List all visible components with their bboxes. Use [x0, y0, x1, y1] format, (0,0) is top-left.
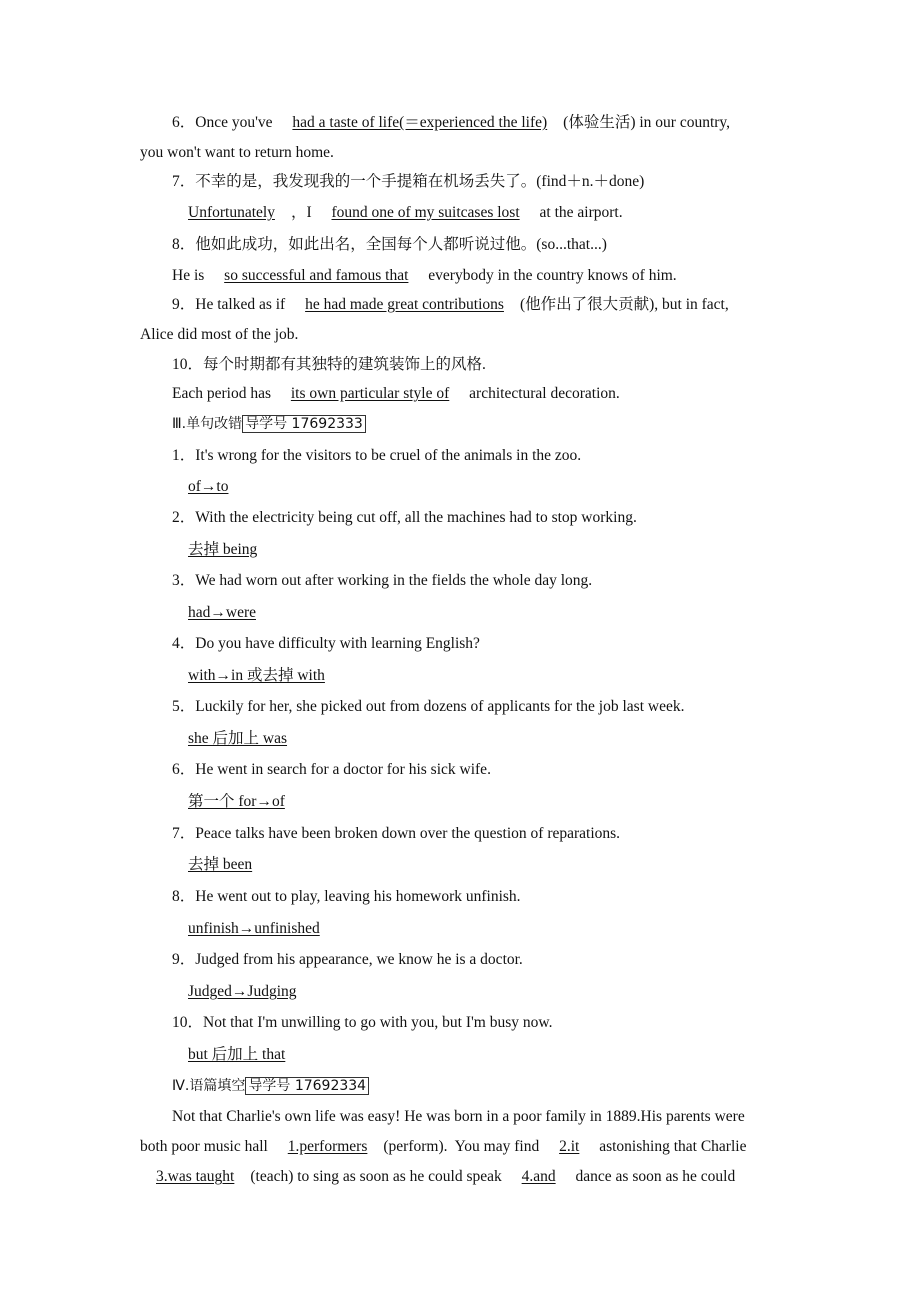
- passage-text: astonishing that Charlie: [595, 1138, 747, 1155]
- q-text: (体验生活) in our country,: [563, 114, 731, 131]
- guide-code-box: 导学号 17692334: [245, 1077, 369, 1095]
- q-text: He is: [172, 267, 209, 284]
- error-question: 6．He went in search for a doctor for his sick wife.: [172, 761, 491, 778]
- q-text: architectural decoration.: [465, 385, 620, 402]
- answer: unfinish→unfinished: [188, 920, 320, 937]
- passage-line: [140, 1137, 746, 1157]
- section-title: Ⅳ.语篇填空: [172, 1078, 246, 1094]
- q-num: 8．: [172, 236, 196, 253]
- answer: Judged→Judging: [188, 983, 297, 1000]
- q9-cont: Alice did most of the job.: [140, 326, 299, 343]
- q-num: 6．: [172, 114, 196, 131]
- answer: its own particular style of: [290, 385, 450, 402]
- q-text: Each period has: [172, 385, 275, 402]
- q9-line: [172, 295, 729, 315]
- q-prompt: 他如此成功，如此出名，全国每个人都听说过他。(so...that...): [195, 236, 607, 253]
- answer: had a taste of life(＝experienced the life): [292, 114, 548, 131]
- answer-line: [172, 919, 336, 939]
- answer-line: [172, 666, 341, 686]
- answer: of→to: [188, 478, 229, 495]
- q6-line: [172, 113, 730, 133]
- answer: 1.performers: [287, 1138, 368, 1155]
- passage-line: Not that Charlie's own life was easy! He was born in a poor family in 1889.His parents were: [172, 1108, 745, 1125]
- answer: 去掉 been: [188, 856, 253, 873]
- answer: found one of my suitcases lost: [331, 204, 520, 221]
- passage-text: (teach) to sing as soon as he could speak: [250, 1168, 506, 1185]
- passage-line: [140, 1167, 735, 1187]
- answer: 3.was taught: [156, 1168, 235, 1185]
- error-question: 8．He went out to play, leaving his homework unfinish.: [172, 888, 521, 905]
- q6-cont: you won't want to return home.: [140, 144, 334, 161]
- q-text: Once you've: [195, 114, 277, 131]
- passage-text: (perform). You may find: [383, 1138, 544, 1155]
- answer-line: [172, 982, 313, 1002]
- answer: she 后加上 was: [188, 730, 288, 747]
- answer: Unfortunately: [188, 204, 275, 221]
- q-text: (他作出了很大贡献), but in fact,: [519, 296, 729, 313]
- q8-answer-line: [172, 266, 677, 286]
- q8-line: [172, 235, 607, 255]
- guide-code-box: 导学号 17692333: [242, 415, 366, 433]
- q7-line: [172, 172, 644, 192]
- error-question: 9．Judged from his appearance, we know he is a doctor.: [172, 951, 523, 968]
- q-text: ，I: [290, 204, 316, 221]
- answer: 第一个 for→of: [188, 793, 285, 810]
- q-num: 9．: [172, 296, 196, 313]
- q-text: He talked as if: [195, 296, 290, 313]
- answer: 4.and: [521, 1168, 556, 1185]
- answer-line: [172, 729, 303, 749]
- section-3-heading: [172, 414, 366, 434]
- error-question: 2．With the electricity being cut off, all the machines had to stop working.: [172, 509, 637, 526]
- passage-text: both poor music hall: [140, 1138, 272, 1155]
- answer-line: [172, 792, 301, 812]
- q10-line: [172, 355, 486, 375]
- error-question: 3．We had worn out after working in the fields the whole day long.: [172, 572, 593, 589]
- answer-line: [172, 540, 273, 560]
- answer-line: [172, 855, 268, 875]
- q-num: 7．: [172, 173, 196, 190]
- error-question: 5．Luckily for her, she picked out from dozens of applicants for the job last week.: [172, 698, 685, 715]
- q-text: everybody in the country knows of him.: [424, 267, 677, 284]
- section-title: Ⅲ.单句改错: [172, 416, 243, 432]
- passage-text: dance as soon as he could: [571, 1168, 736, 1185]
- error-question: 4．Do you have difficulty with learning English?: [172, 635, 480, 652]
- q10-answer-line: [172, 384, 620, 404]
- answer: 去掉 being: [188, 541, 258, 558]
- error-question: 7．Peace talks have been broken down over the question of reparations.: [172, 825, 621, 842]
- answer: had→were: [188, 604, 256, 621]
- answer-line: [172, 477, 244, 497]
- q-prompt: 不幸的是，我发现我的一个手提箱在机场丢失了。(find＋n.＋done): [195, 173, 645, 190]
- answer-line: [172, 1045, 301, 1065]
- answer: so successful and famous that: [224, 267, 409, 284]
- answer: with→in 或去掉 with: [188, 667, 325, 684]
- error-question: 1．It's wrong for the visitors to be cruel of the animals in the zoo.: [172, 447, 582, 464]
- answer-line: [172, 603, 272, 623]
- answer: but 后加上 that: [188, 1046, 286, 1063]
- error-question: 10．Not that I'm unwilling to go with you, but I'm busy now.: [172, 1014, 553, 1031]
- answer: he had made great contributions: [305, 296, 504, 313]
- section-4-heading: [172, 1076, 369, 1096]
- q7-answer-line: [172, 203, 623, 223]
- q-num: 10．: [172, 356, 204, 373]
- answer: 2.it: [559, 1138, 580, 1155]
- q-text: at the airport.: [535, 204, 623, 221]
- q-prompt: 每个时期都有其独特的建筑装饰上的风格.: [203, 356, 486, 373]
